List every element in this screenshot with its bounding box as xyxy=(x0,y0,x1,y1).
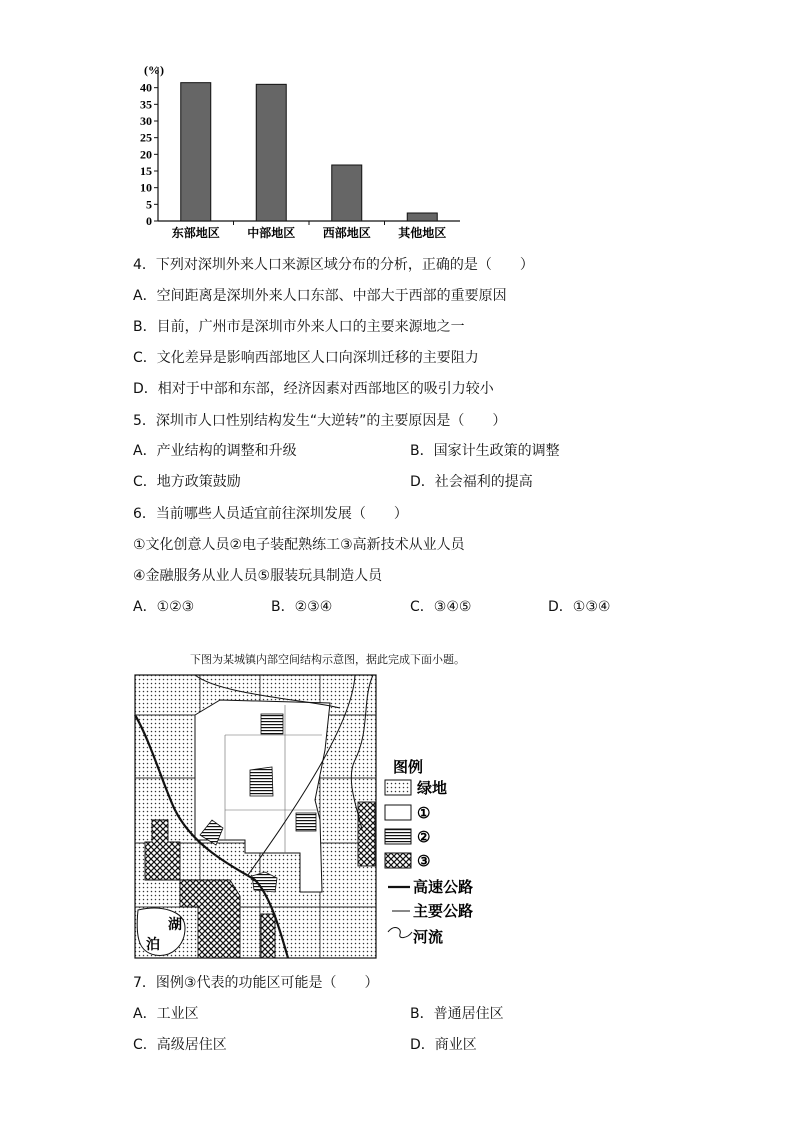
population-source-bar-chart xyxy=(130,55,480,245)
bar-1 xyxy=(181,83,211,221)
y-unit-label: (%) xyxy=(144,63,164,77)
legend-label-1: ① xyxy=(417,804,431,822)
x-category-label: 东部地区 xyxy=(171,226,220,240)
lake-char-1: 湖 xyxy=(168,917,182,933)
legend-line-river xyxy=(388,928,412,938)
legend-label-main-road: 主要公路 xyxy=(413,902,474,920)
x-category-label: 西部地区 xyxy=(322,226,371,240)
lake-char-2: 泊 xyxy=(146,937,160,953)
q7-stem: 7．图例③代表的功能区可能是（ ） xyxy=(133,975,379,991)
q5-option-a[interactable]: A．产业结构的调整和升级 xyxy=(133,443,297,459)
bar-4 xyxy=(407,213,437,221)
legend-swatch-2 xyxy=(385,829,411,844)
bar-3 xyxy=(332,165,362,221)
y-tick-label: 20 xyxy=(140,147,152,162)
legend-title: 图例 xyxy=(393,758,424,776)
legend-label-river: 河流 xyxy=(413,928,444,946)
legend-label-3: ③ xyxy=(417,852,431,870)
function-area-2-east xyxy=(296,813,316,831)
y-tick-label: 35 xyxy=(140,97,152,112)
y-tick-label: 10 xyxy=(140,180,152,195)
q7-option-c[interactable]: C．高级居住区 xyxy=(133,1037,227,1053)
q4-option-c[interactable]: C．文化差异是影响西部地区人口向深圳迁移的主要阻力 xyxy=(133,350,479,366)
legend-label-green: 绿地 xyxy=(417,779,448,797)
q4-stem: 4．下列对深圳外来人口来源区域分布的分析，正确的是（ ） xyxy=(133,257,534,273)
q7-option-d[interactable]: D．商业区 xyxy=(410,1037,477,1053)
q6-option-c[interactable]: C．③④⑤ xyxy=(410,599,472,615)
bar-2 xyxy=(256,84,286,221)
q5-option-c[interactable]: C．地方政策鼓励 xyxy=(133,474,241,490)
q6-stem: 6．当前哪些人员适宜前往深圳发展（ ） xyxy=(133,506,408,522)
x-category-label: 其他地区 xyxy=(398,226,447,240)
y-tick-label: 30 xyxy=(140,114,152,128)
map-caption: 下图为某城镇内部空间结构示意图，据此完成下面小题。 xyxy=(190,653,465,666)
q6-option-a[interactable]: A．①②③ xyxy=(133,599,195,615)
y-tick-label: 40 xyxy=(140,80,152,95)
town-structure-map xyxy=(130,670,496,965)
q6-option-d[interactable]: D．①③④ xyxy=(548,599,611,615)
legend-label-expressway: 高速公路 xyxy=(413,878,474,896)
q5-stem: 5．深圳市人口性别结构发生“大逆转”的主要原因是（ ） xyxy=(133,413,507,429)
q5-option-b[interactable]: B．国家计生政策的调整 xyxy=(410,443,560,459)
x-category-label: 中部地区 xyxy=(247,226,296,240)
y-tick-label: 25 xyxy=(140,130,152,145)
legend-swatch-green xyxy=(385,780,411,795)
q5-option-d[interactable]: D．社会福利的提高 xyxy=(410,474,533,490)
legend-swatch-3 xyxy=(385,853,411,868)
function-area-2-center xyxy=(250,767,273,796)
q7-option-b[interactable]: B．普通居住区 xyxy=(410,1006,504,1022)
function-area-3-small xyxy=(261,914,275,958)
y-tick-label: 0 xyxy=(146,214,152,228)
q6-option-b[interactable]: B．②③④ xyxy=(271,599,333,615)
legend-swatch-1 xyxy=(385,805,411,820)
function-area-2-north xyxy=(261,714,283,734)
function-area-3-east xyxy=(358,802,375,866)
y-tick-label: 5 xyxy=(146,197,152,212)
q7-option-a[interactable]: A．工业区 xyxy=(133,1006,199,1022)
legend-label-2: ② xyxy=(417,828,431,846)
chart-layer xyxy=(140,67,460,240)
y-tick-label: 15 xyxy=(140,164,152,178)
q4-option-b[interactable]: B．目前，广州市是深圳市外来人口的主要来源地之一 xyxy=(133,319,465,335)
q4-option-d[interactable]: D．相对于中部和东部，经济因素对西部地区的吸引力较小 xyxy=(133,381,494,397)
q6-line-2: ④金融服务从业人员⑤服装玩具制造人员 xyxy=(133,568,383,584)
q6-line-1: ①文化创意人员②电子装配熟练工③高新技术从业人员 xyxy=(133,537,465,553)
q4-option-a[interactable]: A．空间距离是深圳外来人口东部、中部大于西部的重要原因 xyxy=(133,288,507,304)
